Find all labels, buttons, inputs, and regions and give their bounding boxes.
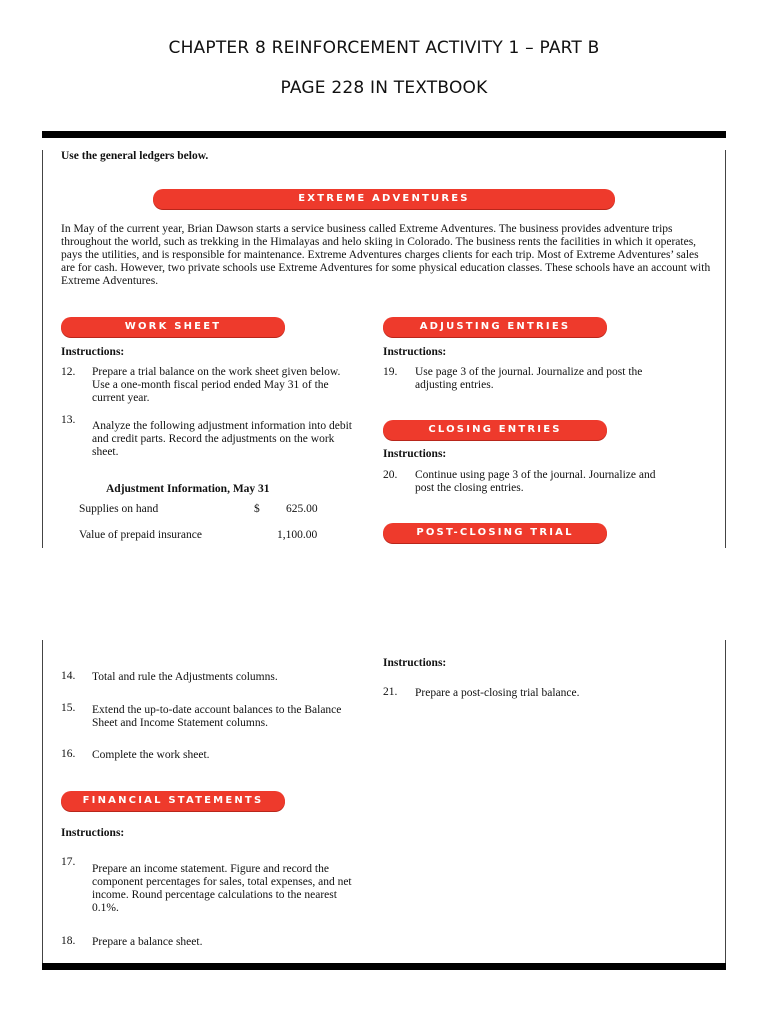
supplies-label: Supplies on hand — [79, 503, 159, 515]
instruction-item: Use page 3 of the journal. Journalize and post the adjusting entries. — [415, 366, 643, 391]
instruction-item: Complete the work sheet. — [92, 749, 210, 761]
instructions-label-closing: Instructions: — [383, 448, 447, 460]
instruction-item: Analyze the following adjustment information into debit and credit parts. Record the adjustments on the work sheet. — [92, 420, 352, 458]
insurance-label: Value of prepaid insurance — [79, 529, 202, 541]
page-title: CHAPTER 8 REINFORCEMENT ACTIVITY 1 – PART B — [168, 38, 600, 58]
top-rule — [42, 131, 726, 138]
right-border-lower — [725, 640, 726, 970]
instructions-label-financial: Instructions: — [61, 827, 125, 839]
item-number: 17. — [61, 856, 76, 868]
currency-symbol: $ — [254, 503, 260, 515]
item-number: 19. — [383, 366, 398, 378]
instruction-item: Extend the up-to-date account balances to the Balance Sheet and Income Statement columns. — [92, 704, 342, 729]
banner-closing-entries: CLOSING ENTRIES — [383, 420, 607, 440]
instruction-item: Prepare a balance sheet. — [92, 936, 203, 948]
item-number: 21. — [383, 686, 398, 698]
intro-text: Use the general ledgers below. — [61, 150, 209, 162]
page-subtitle: PAGE 228 IN TEXTBOOK — [280, 78, 488, 98]
item-number: 14. — [61, 670, 76, 682]
banner-extreme-adventures: EXTREME ADVENTURES — [153, 189, 615, 209]
instruction-item: Prepare a trial balance on the work sheet given below. Use a one-month fiscal period ended May 31 of the current year. — [92, 366, 341, 404]
instructions-label-post-closing: Instructions: — [383, 657, 447, 669]
bottom-rule — [42, 963, 726, 970]
item-number: 15. — [61, 702, 76, 714]
business-description: In May of the current year, Brian Dawson starts a service business called Extreme Adventures. The business provides adventure trips throughout the world, such as trekking in the Himalayas and helo skiing in Colorado. The business rents the facilities in which it operates, pays the utilities, and is responsible for maintenance. Extreme Adventures charges clients for each trip. Most of Extreme Adventures’ sales are for cash. However, two private schools use Extreme Adventures for some physical education classes. These schools have an account with Extreme Adventures. — [61, 223, 711, 287]
left-border-lower — [42, 640, 43, 970]
item-number: 12. — [61, 366, 76, 378]
instruction-item: Prepare an income statement. Figure and record the component percentages for sales, total expenses, and net income. Round percentage calculations to the nearest 0.1%. — [92, 863, 352, 914]
left-border-upper — [42, 150, 43, 548]
banner-post-closing: POST-CLOSING TRIAL BALANCE — [383, 523, 607, 543]
banner-adjusting-entries: ADJUSTING ENTRIES — [383, 317, 607, 337]
supplies-value: 625.00 — [286, 503, 318, 515]
item-number: 13. — [61, 414, 76, 426]
instructions-label-adjusting: Instructions: — [383, 346, 447, 358]
right-border-upper — [725, 150, 726, 548]
item-number: 16. — [61, 748, 76, 760]
banner-work-sheet: WORK SHEET — [61, 317, 285, 337]
instruction-item: Prepare a post-closing trial balance. — [415, 687, 580, 699]
instructions-label-worksheet: Instructions: — [61, 346, 125, 358]
item-number: 20. — [383, 469, 398, 481]
item-number: 18. — [61, 935, 76, 947]
adjustment-title: Adjustment Information, May 31 — [106, 483, 270, 495]
insurance-value: 1,100.00 — [277, 529, 318, 541]
instruction-item: Continue using page 3 of the journal. Journalize and post the closing entries. — [415, 469, 656, 494]
banner-financial-statements: FINANCIAL STATEMENTS — [61, 791, 285, 811]
instruction-item: Total and rule the Adjustments columns. — [92, 671, 278, 683]
